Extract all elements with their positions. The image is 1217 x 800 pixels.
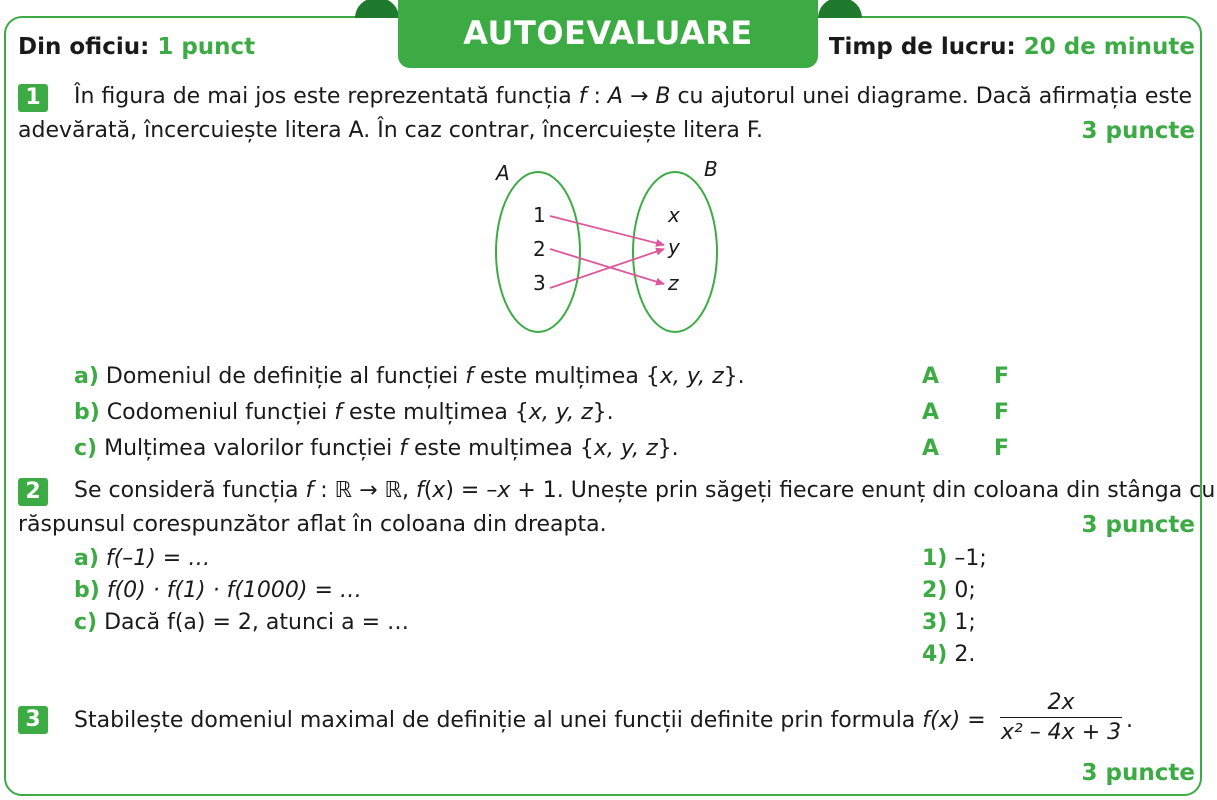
q1-text-c: cu ajutorul unei diagrame. Dacă afirmația este (670, 84, 1193, 109)
q1-item-a-option-f[interactable]: F (994, 364, 1010, 389)
q1-item-a-post: este mulțimea { (473, 364, 660, 389)
q1-number: 1 (18, 84, 48, 112)
q1-item-b (74, 400, 614, 425)
q1-item-c-end: }. (657, 436, 679, 461)
q1-set-b: B (655, 84, 671, 109)
q1-item-c-pre: Mulțimea valorilor funcției (97, 436, 400, 461)
q1-item-a-pre: Domeniul de definiție al funcției (98, 364, 466, 389)
q2-right-1 (922, 546, 987, 571)
page-title: AUTOEVALUARE (398, 0, 818, 68)
q1-item-b-end: }. (592, 400, 614, 425)
q2-left-c-letter: c) (74, 610, 98, 635)
b-elem-x: x (668, 203, 680, 227)
q2-right-3-text: 1; (954, 610, 976, 635)
q1-text-a: În figura de mai jos este reprezentată funcția (74, 84, 579, 109)
set-a-label: A (496, 161, 510, 185)
q2-left-c (74, 610, 409, 635)
q2-domain: : ℝ → ℝ, (313, 478, 416, 503)
q2-left-c-text: Dacă f(a) = 2, atunci a = … (104, 610, 409, 635)
q1-item-b-pre: Codomeniul funcției (99, 400, 335, 425)
din-oficiu (18, 34, 255, 60)
q1-item-c-set: x, y, z (593, 436, 658, 461)
q2-right-4 (922, 642, 975, 667)
q1-item-a-end: }. (723, 364, 745, 389)
q2-right-2 (922, 578, 976, 603)
q1-text-line2: adevărată, încercuiește litera A. În caz contrar, încercuiește litera F. (18, 118, 764, 143)
q1-item-a-option-a[interactable]: A (922, 364, 940, 389)
q2-right-2-text: 0; (954, 578, 976, 603)
q3-text (74, 708, 986, 733)
q1-item-c-post: este mulțimea { (407, 436, 594, 461)
a-elem-2: 2 (533, 237, 546, 261)
q1-item-c-option-a[interactable]: A (922, 436, 940, 461)
q2-text-e: + 1. Unește prin săgeți fiecare enunț din coloana din stânga cu (510, 478, 1216, 503)
q2-right-3-num: 3) (922, 610, 948, 635)
q1-arrow: → (622, 84, 656, 109)
q1-item-c (74, 436, 679, 461)
q2-left-b (74, 578, 362, 603)
q3-denominator: x² – 4x + 3 (1000, 720, 1122, 745)
q2-right-4-text: 2. (954, 642, 976, 667)
q3-period: . (1126, 708, 1133, 733)
q2-left-b-letter: b) (74, 578, 100, 603)
q2-left-b-text: f(0) · f(1) · f(1000) = … (106, 578, 362, 603)
q1-text-line1 (74, 84, 1192, 109)
q1-fn: f (578, 84, 587, 109)
q3-text-main: Stabilește domeniul maximal de definiție al unei funcții definite prin formula (74, 708, 923, 733)
q2-right-1-text: –1; (954, 546, 987, 571)
mapping-diagram (480, 150, 740, 340)
q2-number: 2 (18, 478, 48, 506)
din-oficiu-value: 1 punct (157, 34, 256, 60)
q2-x: x (432, 478, 446, 503)
q2-x2: x (497, 478, 511, 503)
q3-fx: f(x) = (922, 708, 986, 733)
q1-item-c-fn: f (399, 436, 408, 461)
q2-right-3 (922, 610, 976, 635)
timp-de-lucru (829, 34, 1195, 60)
din-oficiu-label: Din oficiu: (18, 34, 150, 60)
q1-item-b-letter: b) (74, 400, 100, 425)
q2-left-a-letter: a) (74, 546, 99, 571)
q2-fx: f (415, 478, 424, 503)
q3-number: 3 (18, 706, 48, 734)
q1-item-b-option-f[interactable]: F (994, 400, 1010, 425)
q2-text-line1 (74, 478, 1215, 503)
q1-set-a: A (607, 84, 623, 109)
q1-item-a-fn: f (465, 364, 473, 389)
q2-right-1-num: 1) (922, 546, 948, 571)
q2-paren: ( (423, 478, 433, 503)
b-elem-z: z (668, 271, 679, 295)
q1-item-a-set: x, y, z (659, 364, 724, 389)
q2-right-4-num: 4) (922, 642, 948, 667)
q1-item-c-option-f[interactable]: F (994, 436, 1010, 461)
q3-fraction (1000, 690, 1122, 745)
q2-eq: ) = – (445, 478, 498, 503)
q1-item-b-option-a[interactable]: A (922, 400, 940, 425)
a-elem-1: 1 (533, 203, 546, 227)
a-elem-3: 3 (533, 271, 546, 295)
q1-item-b-set: x, y, z (528, 400, 593, 425)
q2-right-2-num: 2) (922, 578, 948, 603)
set-b-label: B (704, 157, 718, 181)
q1-item-b-post: este mulțimea { (341, 400, 529, 425)
tab-ear-right (818, 0, 862, 18)
q2-points: 3 puncte (1081, 512, 1195, 538)
q1-points: 3 puncte (1081, 118, 1195, 144)
arrow-1-to-y (550, 216, 664, 245)
q2-left-a (74, 546, 210, 571)
q2-left-a-text: f(–1) = … (105, 546, 211, 571)
q1-item-c-letter: c) (74, 436, 98, 461)
q2-text-line2: răspunsul corespunzător aflat în coloana din dreapta. (18, 512, 607, 537)
q1-item-a-letter: a) (74, 364, 99, 389)
timp-value: 20 de minute (1023, 34, 1195, 60)
tab-ear-left (355, 0, 399, 18)
q1-item-a (74, 364, 745, 389)
q1-colon: : (586, 84, 608, 109)
b-elem-y: y (668, 235, 680, 259)
q2-text-a: Se consideră funcția (74, 478, 306, 503)
q1-item-b-fn: f (334, 400, 342, 425)
q3-numerator: 2x (1000, 690, 1122, 718)
timp-label: Timp de lucru: (828, 34, 1016, 60)
q3-points: 3 puncte (1081, 760, 1195, 786)
q2-fn: f (305, 478, 314, 503)
